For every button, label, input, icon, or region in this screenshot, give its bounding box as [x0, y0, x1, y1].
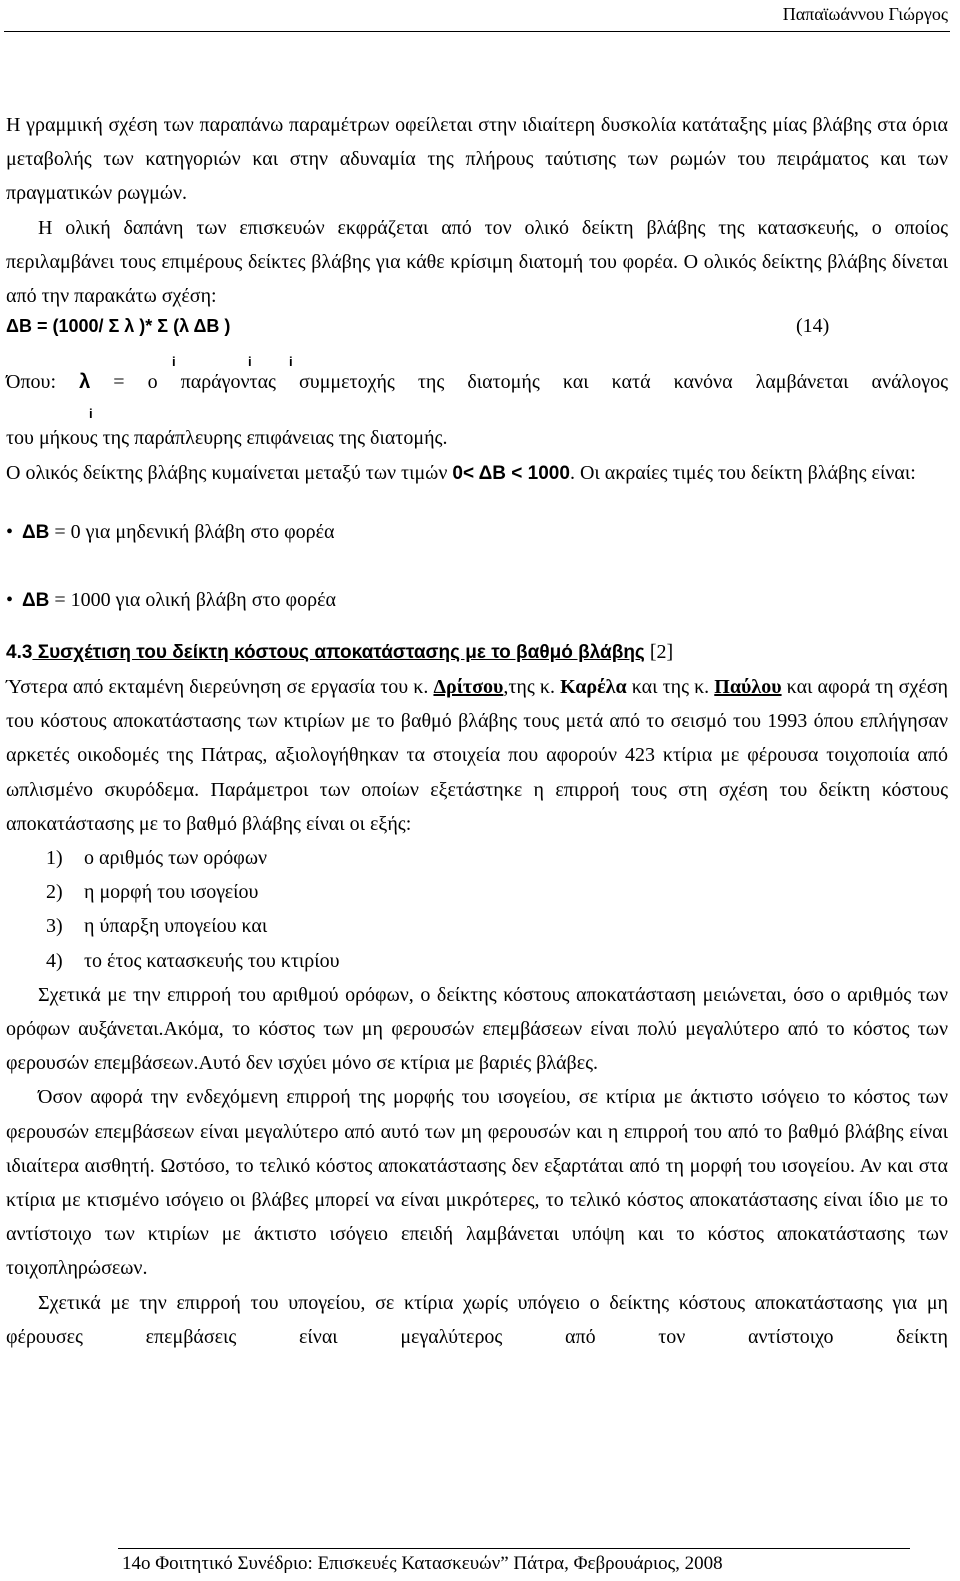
where-subscript: i — [89, 406, 93, 422]
formula-subscript: i — [248, 354, 252, 370]
list-text: το έτος κατασκευής του κτιρίου — [84, 949, 340, 972]
where-text: = ο παράγοντας συμμετοχής της διατομής και κατά κανόνα λαμβάνεται ανάλογος — [90, 371, 948, 394]
study-text: και αφορά τη σχέση του κόστους αποκατάστασης των κτιρίων με το βαθμό βλάβης τους μετά από το σεισμό του 1993 όπου επλήγησαν αρκετές οικοδομές της Πάτρας, αξιολογήθηκαν τα στοιχεία που αφορούν 423 κτίρια με φέρουσα τοιχοποιία από ωπλισμένο σκυρόδεμα. Παράμετροι των οποίων εξετάστηκε η επιρροή τους στη σχέση του δείκτη κόστους αποκατάστασης με το βαθμό βλάβης είναι οι εξής: — [6, 676, 948, 835]
bullet-symbol: ΔΒ — [22, 589, 50, 611]
author-name: Παύλου — [714, 676, 782, 699]
factors-list — [6, 841, 948, 978]
running-header: Παπαϊωάννου Γιώργος — [782, 4, 948, 24]
paragraph-ground-floor: Όσον αφορά την ενδεχόμενη επιρροή της μορφής του ισογείου, σε κτίρια με άκτιστο ισόγειο το κόστος των φερουσών επεμβάσεων είναι μεγαλύτερο από αυτό των μη φερουσών και η επιρροή του από το βαθμό βλάβης είναι ιδιαίτερα αισθητή. Ωστόσο, το τελικό κόστος αποκατάστασης δεν εξαρτάται από τη μορφή του ισογείου. Αν και στα κτίρια με κτισμένο ισόγειο οι βλάβες μπορεί να είναι μικρότερες, το τελικό κόστος αποκατάστασης είναι ίδιο με το αντίστοιχο των κτιρίων με άκτιστο ισόγειο επειδή λαμβάνεται υπόψη και το κόστος αποκατάστασης των τοιχοπληρώσεων. — [6, 1086, 948, 1280]
formula-subscripts — [6, 343, 948, 370]
section-number: 4.3 — [6, 641, 33, 663]
list-text: ο αριθμός των ορόφων — [84, 847, 268, 870]
paragraph-total-cost: Η ολική δαπάνη των επισκευών εκφράζεται από τον ολικό δείκτη βλάβης της κατασκευής, ο οποίος περιλαμβάνει τους επιμέρους δείκτες βλάβης για κάθε κρίσιμη διατομή του φορέα. Ο ολικός δείκτης βλάβης δίνεται από την παρακάτω σχέση: — [6, 216, 948, 308]
author-name: Δρίτσου — [433, 676, 504, 699]
where-subscript-row — [6, 399, 948, 421]
range-text: Ο ολικός δείκτης βλάβης κυμαίνεται μεταξύ των τιμών — [6, 461, 453, 484]
list-number: 3) — [46, 915, 63, 938]
formula-subscript: i — [289, 354, 293, 370]
paragraph-floors: Σχετικά με την επιρροή του αριθμού ορόφων, ο δείκτης κόστους αποκατάσταση μειώνεται, όσο ο αριθμός των ορόφων αυξάνεται.Ακόμα, το κόστος των μη φερουσών επεμβάσεων είναι πολύ μεγαλύτερο από το κόστος των φερουσών επεμβάσεων.Αυτό δεν ισχύει μόνο σε κτίρια με βαριές βλάβες. — [6, 983, 948, 1075]
range-text-end: . Οι ακραίες τιμές του δείκτη βλάβης είναι: — [569, 461, 916, 484]
extreme-values-list — [6, 515, 948, 617]
list-item — [6, 875, 948, 909]
list-item — [6, 583, 948, 617]
bullet-text: = 1000 για ολική βλάβη στο φορέα — [49, 588, 336, 611]
section-heading — [6, 635, 948, 670]
where-prefix: Όπου: — [6, 371, 80, 394]
header-rule — [4, 31, 950, 32]
paragraph-basement: Σχετικά με την επιρροή του υπογείου, σε κτίρια χωρίς υπόγειο ο δείκτης κόστους αποκατάστασης για μη φέρουσες επεμβάσεις είναι μεγαλύτερος από τον αντίστοιχο δείκτη — [6, 1291, 948, 1348]
running-footer: 14ο Φοιτητικό Συνέδριο: Επισκευές Κατασκευών” Πάτρα, Φεβρουάριος, 2008 — [122, 1553, 723, 1574]
where-definition — [6, 365, 948, 399]
list-item — [6, 515, 948, 549]
range-bold: 0< ΔΒ < 1000 — [452, 462, 570, 484]
list-item — [6, 909, 948, 943]
study-text: Ύστερα από εκταμένη διερεύνηση σε εργασία του κ. — [6, 676, 434, 699]
bullet-symbol: ΔΒ — [22, 521, 50, 543]
equation-number: (14) — [796, 315, 830, 338]
footer-rule — [118, 1548, 910, 1549]
list-number: 2) — [46, 881, 63, 904]
study-text: ,της κ. — [503, 676, 561, 699]
bullet-icon: • — [6, 588, 14, 611]
list-number: 4) — [46, 949, 63, 972]
list-item — [6, 944, 948, 978]
lambda-symbol: λ — [79, 371, 91, 394]
list-text: η μορφή του ισογείου — [84, 881, 259, 904]
page-body — [6, 108, 948, 1354]
list-number: 1) — [46, 847, 63, 870]
paragraph-linear-relation: Η γραμμική σχέση των παραπάνω παραμέτρων οφείλεται στην ιδιαίτερη δυσκολία κατάταξης μίας βλάβης στα όρια μεταβολής των κατηγοριών και στην αδυναμία της πλήρους ταύτισης των ρωμών του πειράματος και των πραγματικών ρωγμών. — [6, 114, 948, 205]
damage-index-formula: ΔΒ = (1000/ Σ λ )* Σ (λ ΔΒ ) — [6, 316, 231, 337]
author-name: Καρέλα — [560, 676, 627, 699]
paragraph-study — [6, 670, 948, 841]
paragraph-range — [6, 456, 948, 491]
bullet-icon: • — [6, 520, 14, 543]
where-continuation: του μήκους της παράπλευρης επιφάνειας της διατομής. — [6, 427, 448, 450]
bullet-text: = 0 για μηδενική βλάβη στο φορέα — [49, 520, 335, 543]
formula-subscript: i — [172, 354, 176, 370]
list-item — [6, 841, 948, 875]
section-ref: [2] — [644, 640, 674, 663]
equation-14 — [6, 313, 948, 343]
section-title: Συσχέτιση του δείκτη κόστους αποκατάστασης με το βαθμό βλάβης — [32, 641, 645, 663]
list-text: η ύπαρξη υπογείου και — [84, 915, 268, 938]
study-text: και της κ. — [626, 676, 715, 699]
